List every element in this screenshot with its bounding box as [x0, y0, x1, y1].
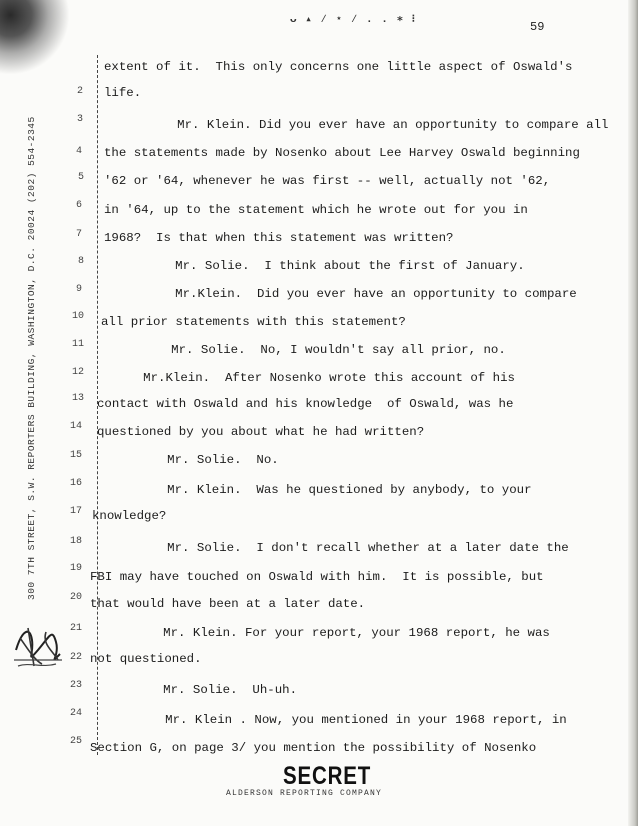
line-number: 16 — [70, 478, 83, 489]
line-number: 4 — [76, 146, 83, 157]
transcript-line: Mr.Klein. Did you ever have an opportunity to compare — [138, 287, 577, 301]
transcript-line: extent of it. This only concerns one little aspect of Oswald's — [104, 60, 573, 74]
line-number: 25 — [70, 736, 83, 747]
line-number: 18 — [70, 536, 83, 547]
transcript-line: questioned by you about what he had written? — [97, 425, 425, 439]
transcript-line: Mr. Klein . Now, you mentioned in your 1968 report, in — [128, 713, 567, 727]
transcript-line: not questioned. — [90, 652, 202, 666]
page-number: 59 — [530, 20, 545, 34]
line-number: 17 — [70, 506, 83, 517]
line-number: 20 — [70, 592, 83, 603]
transcript-line: knowledge? — [92, 509, 167, 523]
transcript-line: 1968? Is that when this statement was written? — [104, 231, 454, 245]
transcript-line: life. — [104, 86, 142, 100]
page-edge-shadow — [628, 0, 638, 826]
line-number: 10 — [72, 311, 85, 322]
header-mark: ᴗ ▴ ∕ ⋆ ∕ . . ∗ ⁝ — [290, 14, 417, 26]
transcript-line: Mr. Solie. I think about the first of January. — [138, 259, 525, 273]
transcript-line: all prior statements with this statement? — [101, 315, 406, 329]
transcript-line: in '64, up to the statement which he wrote out for you in — [104, 203, 528, 217]
line-number: 14 — [70, 421, 83, 432]
transcript-line: Mr. Solie. I don't recall whether at a later date the — [130, 541, 569, 555]
line-number: 23 — [70, 680, 83, 691]
line-number: 5 — [78, 172, 85, 183]
initials-signature — [12, 620, 64, 670]
reporter-address-stamp: 300 7TH STREET, S.W. REPORTERS BUILDING, WASHINGTON, D.C. 20024 (202) 554-2345 — [26, 116, 37, 600]
transcript-line: contact with Oswald and his knowledge of Oswald, was he — [97, 397, 514, 411]
line-number: 3 — [77, 114, 84, 125]
transcript-line: that would have been at a later date. — [90, 597, 366, 611]
line-number: 11 — [72, 339, 85, 350]
line-number: 7 — [76, 229, 83, 240]
line-number: 19 — [70, 563, 83, 574]
line-number: 24 — [70, 708, 83, 719]
secret-stamp: SECRET — [283, 762, 372, 790]
transcript-line: Mr. Solie. No. — [130, 453, 279, 467]
transcript-line: Mr. Klein. Was he questioned by anybody, to your — [130, 483, 532, 497]
line-number: 6 — [76, 200, 83, 211]
corner-smudge — [0, 0, 70, 75]
transcript-line: Mr. Klein. Did you ever have an opportunity to compare all — [140, 118, 609, 132]
line-number: 12 — [72, 367, 85, 378]
transcript-line: the statements made by Nosenko about Lee Harvey Oswald beginning — [104, 146, 580, 160]
line-number: 8 — [78, 256, 85, 267]
transcript-line: Mr. Solie. Uh-uh. — [126, 683, 298, 697]
line-number: 22 — [70, 652, 83, 663]
transcript-line: Section G, on page 3/ you mention the possibility of Nosenko — [90, 741, 537, 755]
transcript-line: Mr.Klein. After Nosenko wrote this account of his — [106, 371, 515, 385]
line-number: 15 — [70, 450, 83, 461]
line-number: 21 — [70, 623, 83, 634]
line-number: 13 — [72, 393, 85, 404]
transcript-line: Mr. Solie. No, I wouldn't say all prior, no. — [134, 343, 506, 357]
transcript-line: '62 or '64, whenever he was first -- well, actually not '62, — [104, 174, 551, 188]
transcript-line: Mr. Klein. For your report, your 1968 report, he was — [126, 626, 550, 640]
line-number: 9 — [76, 284, 83, 295]
reporting-company-footer: ALDERSON REPORTING COMPANY — [226, 789, 383, 798]
line-number: 2 — [77, 86, 84, 97]
transcript-line: FBI may have touched on Oswald with him. It is possible, but — [90, 570, 544, 584]
